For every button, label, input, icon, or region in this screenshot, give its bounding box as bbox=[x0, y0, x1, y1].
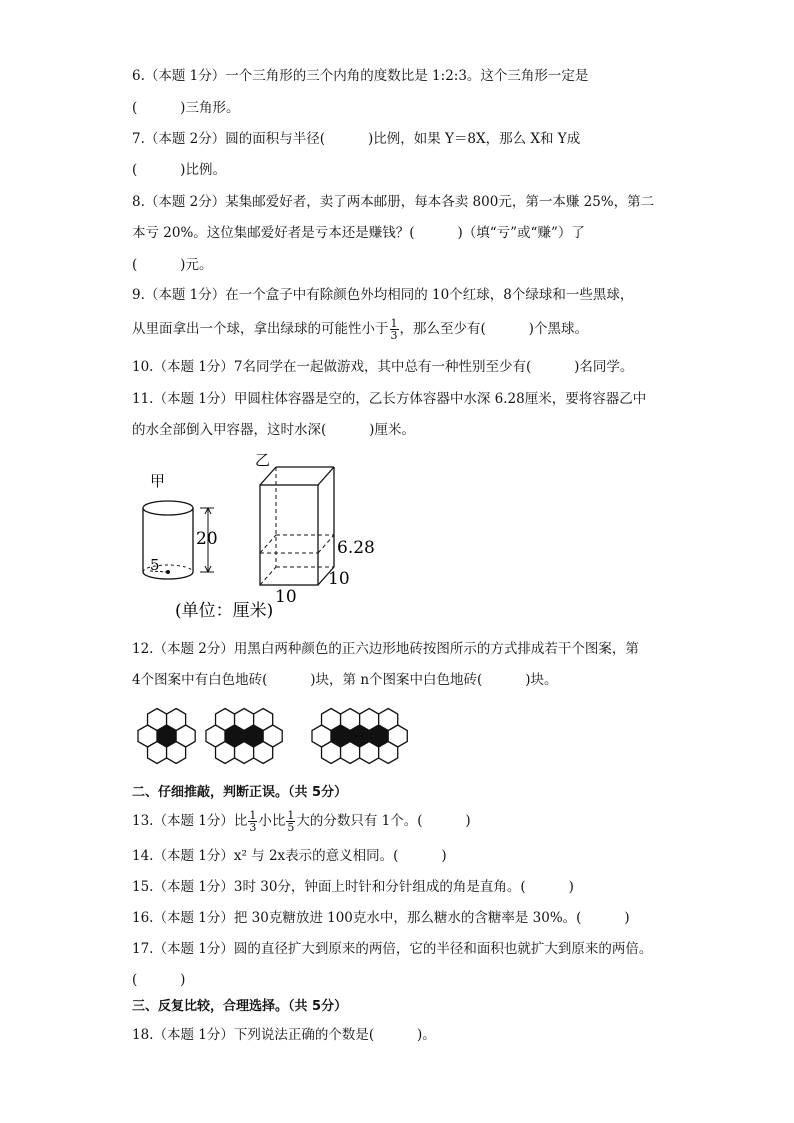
white-tile bbox=[235, 742, 254, 764]
q15-line1: 15.（本题 1分）3时 30分，钟面上时针和分针组成的角是直角。( ) bbox=[132, 879, 574, 895]
q9-frac-den: 3 bbox=[390, 329, 398, 342]
q9-line2 bbox=[132, 318, 588, 341]
white-tile bbox=[148, 709, 167, 731]
label-width: 10 bbox=[328, 569, 350, 589]
q10-line1: 10.（本题 1分）7名同学在一起做游戏，其中总有一种性别至少有( )名同学。 bbox=[132, 359, 634, 375]
white-tile bbox=[254, 742, 273, 764]
q8-line1: 8.（本题 2分）某集邮爱好者，卖了两本邮册，每本各卖 800元，第一本赚 25%，第二 bbox=[132, 194, 655, 210]
white-tile bbox=[216, 742, 235, 764]
q11-line1: 11.（本题 1分）甲圆柱体容器是空的，乙长方体容器中水深 6.28厘米，要将容器乙中 bbox=[132, 391, 647, 407]
q13-fraction-2 bbox=[286, 810, 295, 833]
hexagon-patterns bbox=[130, 700, 450, 770]
q17-line1: 17.（本题 1分）圆的直径扩大到原来的两倍，它的半径和面积也就扩大到原来的两倍。 bbox=[132, 941, 653, 957]
section-2-heading: 二、仔细推敲，判断正误。（共 5分） bbox=[132, 785, 348, 800]
q13-f2-num: 1 bbox=[287, 809, 295, 822]
white-tile bbox=[167, 709, 186, 731]
q8-line3: ( )元。 bbox=[132, 257, 213, 273]
q13-text-b: 小比 bbox=[258, 813, 286, 829]
q14-line1: 14.（本题 1分）x² 与 2x表示的意义相同。( ) bbox=[132, 848, 447, 864]
q12-line1: 12.（本题 2分）用黑白两种颜色的正六边形地砖按图所示的方式排成若干个图案，第 bbox=[132, 641, 639, 657]
q9-frac-num: 1 bbox=[390, 317, 398, 330]
q13-line bbox=[132, 810, 471, 833]
label-radius: 5 bbox=[150, 556, 160, 574]
q6-line1: 6.（本题 1分）一个三角形的三个内角的度数比是 1:2:3。这个三角形一定是 bbox=[132, 68, 589, 84]
q9-text-a: 从里面拿出一个球，拿出绿球的可能性小于 bbox=[132, 321, 389, 337]
q6-line2: ( )三角形。 bbox=[132, 100, 240, 116]
q17-line2: ( ) bbox=[132, 972, 186, 988]
white-tile bbox=[167, 742, 186, 764]
q13-fraction-1 bbox=[248, 810, 257, 833]
q13-text-a: 13.（本题 1分）比 bbox=[132, 813, 248, 829]
cylinder-top bbox=[143, 501, 193, 515]
q13-f1-num: 1 bbox=[249, 809, 257, 822]
q9-line1: 9.（本题 1分）在一个盒子中有除颜色外均相同的 10个红球，8个绿球和一些黑球， bbox=[132, 287, 634, 303]
white-tile bbox=[254, 709, 273, 731]
q16-line1: 16.（本题 1分）把 30克糖放进 100克水中，那么糖水的含糖率是 30%。( ) bbox=[132, 910, 630, 926]
q7-line2: ( )比例。 bbox=[132, 162, 226, 178]
section-3-heading: 三、反复比较，合理选择。（共 5分） bbox=[132, 999, 348, 1014]
white-tile bbox=[322, 709, 341, 731]
white-tile bbox=[341, 709, 360, 731]
q8-line2: 本亏 20%。这位集邮爱好者是亏本还是赚钱？( )（填“亏”或“赚”）了 bbox=[132, 225, 585, 241]
label-unit: (单位：厘米) bbox=[175, 601, 274, 621]
container-figure bbox=[130, 450, 390, 625]
q13-f2-den: 5 bbox=[287, 821, 295, 834]
white-tile bbox=[360, 709, 379, 731]
white-tile bbox=[360, 742, 379, 764]
q9-text-b: ，那么至少有( )个黑球。 bbox=[399, 321, 588, 337]
q12-line2: 4个图案中有白色地砖( )块，第 n个图案中白色地砖( )块。 bbox=[132, 672, 558, 688]
white-tile bbox=[379, 742, 398, 764]
label-yi: 乙 bbox=[255, 451, 271, 469]
white-tile bbox=[322, 742, 341, 764]
white-tile bbox=[341, 742, 360, 764]
q18-line1: 18.（本题 1分）下列说法正确的个数是( )。 bbox=[132, 1027, 436, 1043]
cuboid-front bbox=[260, 485, 318, 585]
q13-f1-den: 3 bbox=[249, 821, 257, 834]
label-length: 10 bbox=[275, 587, 297, 607]
label-height: 20 bbox=[196, 529, 218, 549]
white-tile bbox=[379, 709, 398, 731]
q13-text-c: 大的分数只有 1个。( ) bbox=[296, 813, 471, 829]
label-jia: 甲 bbox=[150, 472, 166, 490]
q11-line2: 的水全部倒入甲容器，这时水深( )厘米。 bbox=[132, 422, 415, 438]
white-tile bbox=[216, 709, 235, 731]
q7-line1: 7.（本题 2分）圆的面积与半径( )比例，如果 Y＝8X，那么 X和 Y成 bbox=[132, 131, 581, 147]
white-tile bbox=[148, 742, 167, 764]
white-tile bbox=[235, 709, 254, 731]
label-depth: 6.28 bbox=[337, 538, 375, 558]
q9-fraction bbox=[390, 318, 399, 341]
